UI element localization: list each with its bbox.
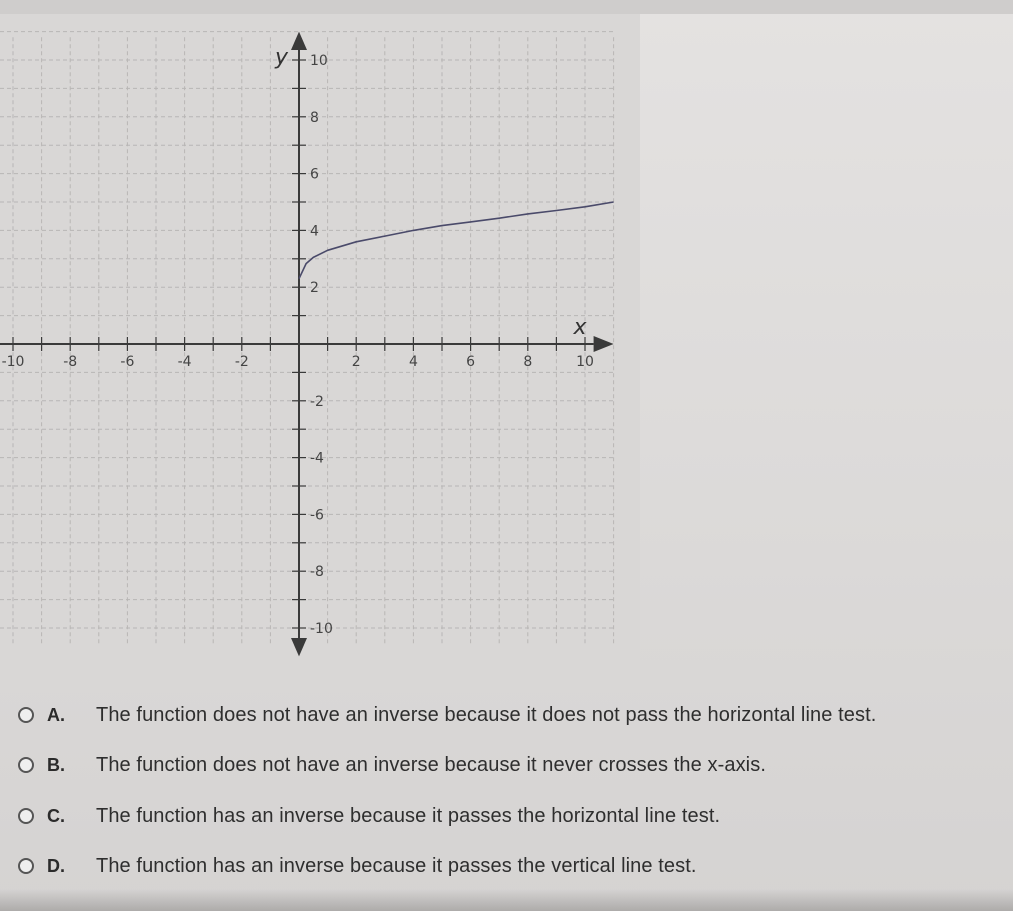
bottom-shade: [0, 889, 1013, 911]
option-text-a: The function does not have an inverse because it does not pass the horizontal line test.: [96, 703, 877, 726]
option-text-b: The function does not have an inverse because it never crosses the x-axis.: [96, 753, 766, 776]
y-tick-label: -10: [310, 621, 333, 637]
option-text-d: The function has an inverse because it passes the vertical line test.: [96, 854, 697, 877]
function-curve-layer: [299, 202, 614, 279]
x-axis-label: x: [573, 315, 587, 340]
y-tick-label: -4: [310, 450, 324, 467]
x-tick-label: 10: [576, 354, 594, 370]
graph-panel: [0, 14, 640, 664]
answer-option-b[interactable]: [18, 748, 998, 782]
y-axis-label: y: [275, 45, 289, 70]
option-text-c: The function has an inverse because it passes the horizontal line test.: [96, 804, 721, 827]
top-strip: [0, 0, 1013, 14]
x-tick-label: 6: [466, 354, 476, 370]
x-tick-label: -6: [120, 354, 135, 370]
radio-button-a[interactable]: [18, 707, 34, 723]
y-tick-label: 8: [310, 109, 319, 126]
option-letter-a: A.: [47, 704, 65, 725]
x-tick-label: -8: [63, 354, 78, 370]
axes: [0, 32, 614, 657]
x-tick-label: -4: [177, 354, 192, 370]
y-tick-label: 6: [310, 166, 319, 183]
option-letter-b: B.: [47, 754, 65, 775]
grid-lines: [0, 32, 614, 645]
x-tick-label: 4: [408, 354, 418, 370]
radio-button-d[interactable]: [18, 858, 34, 874]
y-axis-arrow-down-icon: [291, 638, 307, 656]
x-tick-label: -10: [1, 354, 25, 370]
radio-button-c[interactable]: [18, 808, 34, 824]
y-tick-label: 2: [310, 280, 319, 297]
y-tick-label: 4: [310, 223, 319, 240]
y-axis-arrow-up-icon: [291, 32, 307, 50]
y-tick-label: 10: [310, 53, 328, 69]
x-tick-label: 2: [351, 354, 361, 370]
radio-button-b[interactable]: [18, 757, 34, 773]
x-tick-label: 8: [523, 354, 533, 370]
option-letter-d: D.: [47, 855, 65, 876]
answer-option-c[interactable]: [18, 799, 998, 833]
option-letter-c: C.: [47, 805, 65, 826]
y-tick-label: -8: [310, 564, 324, 581]
x-axis-arrow-icon: [594, 336, 614, 352]
function-curve: [299, 202, 614, 279]
coordinate-graph: [0, 14, 640, 664]
y-tick-label: -2: [310, 393, 324, 410]
y-tick-label: -6: [310, 507, 324, 524]
answer-option-d[interactable]: [18, 849, 998, 883]
x-tick-label: -2: [234, 354, 249, 370]
answer-option-a[interactable]: [18, 698, 998, 732]
